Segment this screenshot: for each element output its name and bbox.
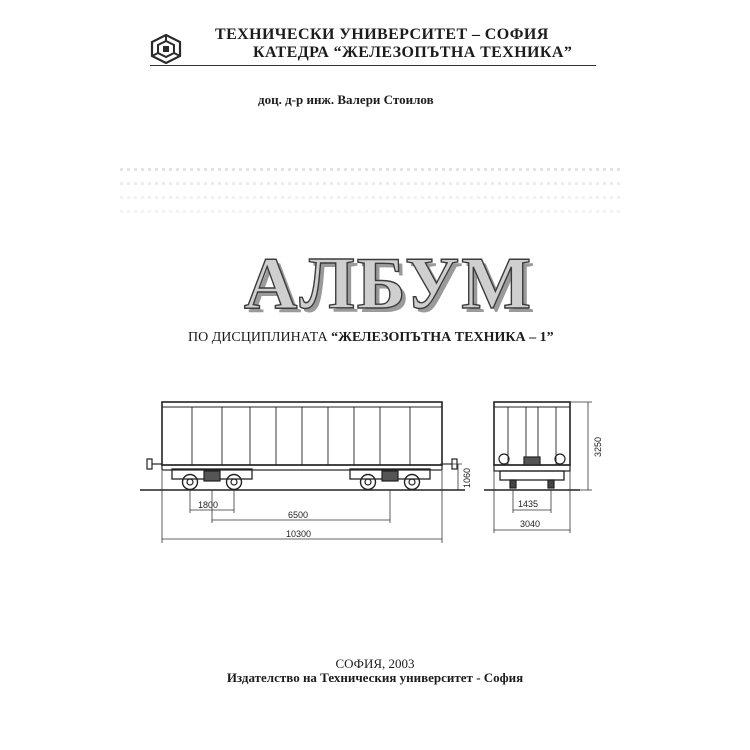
department-name: КАТЕДРА “ЖЕЛЕЗОПЪТНА ТЕХНИКА” bbox=[253, 44, 573, 61]
wagon-end-view bbox=[484, 402, 580, 490]
scan-noise-band bbox=[120, 196, 620, 199]
dim-bogie-centers: 6500 bbox=[288, 510, 309, 520]
dim-length-over-frame: 10300 bbox=[286, 529, 312, 539]
subtitle bbox=[188, 330, 554, 346]
university-logo-icon bbox=[150, 34, 182, 64]
end-view-dimensions bbox=[494, 402, 592, 533]
wagon-side-view bbox=[140, 402, 465, 490]
subtitle-prefix: ПО ДИСЦИПЛИНАТА bbox=[188, 330, 328, 345]
dim-wagon-width: 3040 bbox=[520, 519, 541, 529]
scan-noise-band bbox=[120, 168, 620, 171]
dim-track-gauge: 1435 bbox=[518, 499, 539, 509]
right-bogie bbox=[350, 469, 430, 490]
left-bogie bbox=[172, 469, 252, 490]
publisher: Издателство на Техническия университет - София bbox=[226, 670, 524, 685]
university-name: ТЕХНИЧЕСКИ УНИВЕРСИТЕТ – СОФИЯ bbox=[215, 26, 549, 43]
header-divider bbox=[150, 65, 596, 66]
railway-wagon-drawing bbox=[140, 385, 620, 555]
scan-noise-band bbox=[120, 182, 620, 185]
discipline-name: “ЖЕЛЕЗОПЪТНА ТЕХНИКА – 1” bbox=[331, 330, 554, 345]
place-and-year: СОФИЯ, 2003 bbox=[335, 656, 415, 671]
dim-buffer-height: 1060 bbox=[462, 467, 472, 488]
dim-bogie-wheelbase: 1800 bbox=[198, 500, 219, 510]
scan-noise-band bbox=[120, 210, 620, 213]
dim-wagon-height: 3250 bbox=[593, 436, 603, 457]
album-title: АЛБУМ bbox=[244, 243, 534, 325]
author-name: доц. д-р инж. Валери Стоилов bbox=[258, 92, 434, 107]
